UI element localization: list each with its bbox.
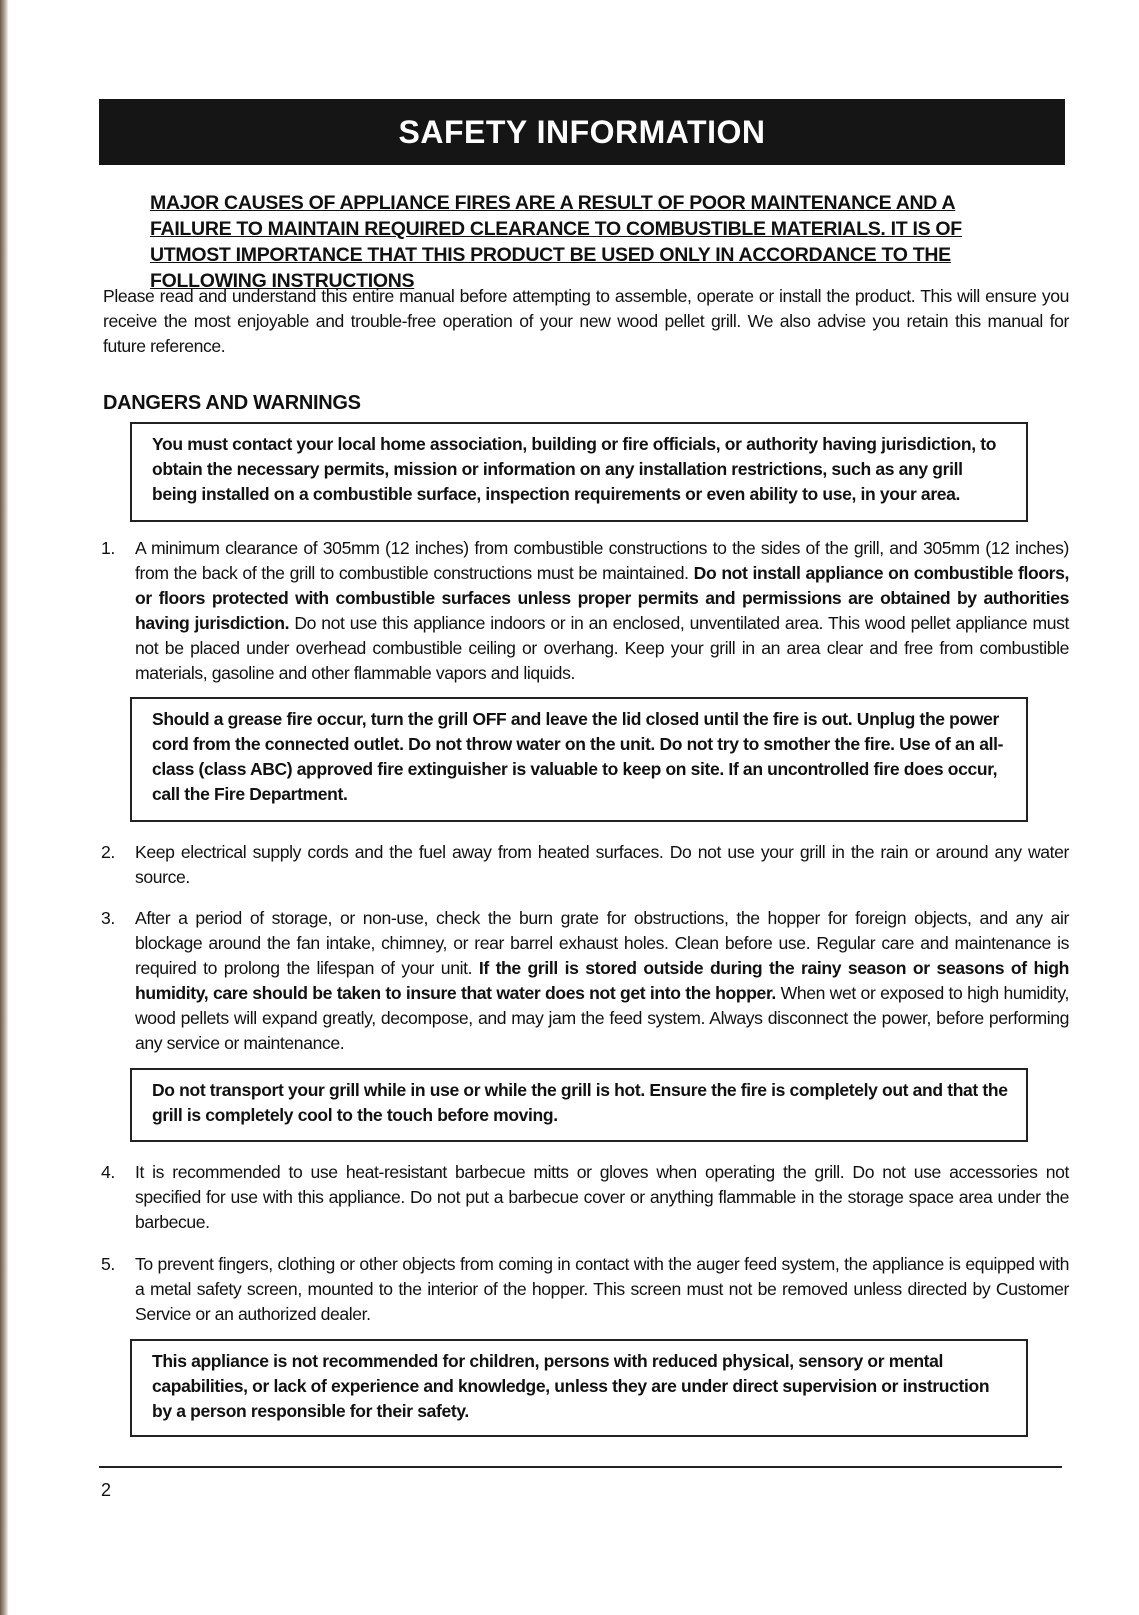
list-item-text: To prevent fingers, clothing or other objects from coming in contact with the auger feed system, the appliance is equipped with a metal safety screen, mounted to the interior of the hopper. This screen must not be removed unless directed by Customer Service or an authorized dealer. [135, 1254, 1069, 1324]
text-normal: Do not use this appliance indoors or in an enclosed, unventilated area. This wood pellet appliance must not be placed under overhead combustible ceiling or overhang. Keep your grill in an area clear and free from combustible materials, gasoline and other flammable vapors and liquids. [135, 613, 1069, 683]
text-normal: After a period of storage, or non-use, check the burn grate for obstructions, the hopper for foreign objects, and any air blockage around the fan intake, chimney, or rear barrel exhaust holes. Clean before use. Regular care and maintenance is required to prolong the lifespan of your unit. [135, 908, 1069, 978]
list-item [101, 840, 1069, 890]
list-item [101, 906, 1069, 1056]
warning-box-children: This appliance is not recommended for children, persons with reduced physical, sensory or mental capabilities, or lack of experience and knowledge, unless they are under direct supervision or instruction by a person responsible for their safety. [130, 1339, 1028, 1437]
warning-box-permits: You must contact your local home association, building or fire officials, or authority having jurisdiction, to obtain the necessary permits, mission or information on any installation restrictions, such as any grill being installed on a combustible surface, inspection requirements or even ability to use, in your area. [130, 422, 1028, 522]
list-item-number: 2. [101, 842, 115, 862]
list-item-number: 1. [101, 538, 115, 558]
warning-box-transport: Do not transport your grill while in use or while the grill is hot. Ensure the fire is completely out and that the grill is completely cool to the touch before moving. [130, 1068, 1028, 1142]
list-item-number: 5. [101, 1254, 115, 1274]
text-bold: If the grill is stored outside during the rainy season or seasons of high humidity, care should be taken to insure that water does not get into the hopper. [135, 958, 1069, 1003]
text-normal: When wet or exposed to high humidity, wood pellets will expand greatly, decompose, and may jam the feed system. Always disconnect the power, before performing any service or maintenance. [135, 983, 1069, 1053]
list-item-text: It is recommended to use heat-resistant barbecue mitts or gloves when operating the grill. Do not use accessories not specified for use with this appliance. Do not put a barbecue cover or anything flammable in the storage space area under the barbecue. [135, 1162, 1069, 1232]
list-item-text: Keep electrical supply cords and the fuel away from heated surfaces. Do not use your grill in the rain or around any water source. [135, 842, 1069, 887]
intro-warning: MAJOR CAUSES OF APPLIANCE FIRES ARE A RESULT OF POOR MAINTENANCE AND A FAILURE TO MAINTAIN REQUIRED CLEARANCE TO COMBUSTIBLE MATERIALS. IT IS OF UTMOST IMPORTANCE THAT THIS PRODUCT BE USED ONLY IN ACCORDANCE TO THE FOLLOWING INSTRUCTIONS [150, 192, 962, 292]
list-item [101, 536, 1069, 686]
preface-paragraph: Please read and understand this entire manual before attempting to assemble, operate or install the product. This will ensure you receive the most enjoyable and trouble-free operation of your new wood pellet grill. We also advise you retain this manual for future reference. [103, 286, 1069, 356]
section-banner [99, 99, 1065, 165]
list-item-text [135, 906, 1069, 1056]
page-number: 2 [101, 1480, 112, 1500]
list-item [101, 1252, 1069, 1327]
page-edge-shadow [0, 0, 8, 1615]
list-item [101, 1160, 1069, 1235]
list-item-number: 3. [101, 908, 115, 928]
text-normal: A minimum clearance of 305mm (12 inches) from combustible constructions to the sides of the grill, and 305mm (12 inches) from the back of the grill to combustible constructions must be maintained. [135, 538, 1069, 583]
list-item-text [135, 536, 1069, 686]
warning-box-grease-fire: Should a grease fire occur, turn the grill OFF and leave the lid closed until the fire is out. Unplug the power cord from the connected outlet. Do not throw water on the unit. Do not try to smother the fire. Use of an all-class (class ABC) approved fire extinguisher is valuable to keep on site. If an uncontrolled fire does occur, call the Fire Department. [130, 697, 1028, 822]
footer-divider [99, 1466, 1062, 1468]
section-heading: DANGERS AND WARNINGS [103, 392, 361, 414]
text-bold: Do not install appliance on combustible floors, or floors protected with combustible surfaces unless proper permits and permissions are obtained by authorities having jurisdiction. [135, 563, 1069, 633]
list-item-number: 4. [101, 1162, 115, 1182]
banner-title: SAFETY INFORMATION [398, 114, 766, 150]
